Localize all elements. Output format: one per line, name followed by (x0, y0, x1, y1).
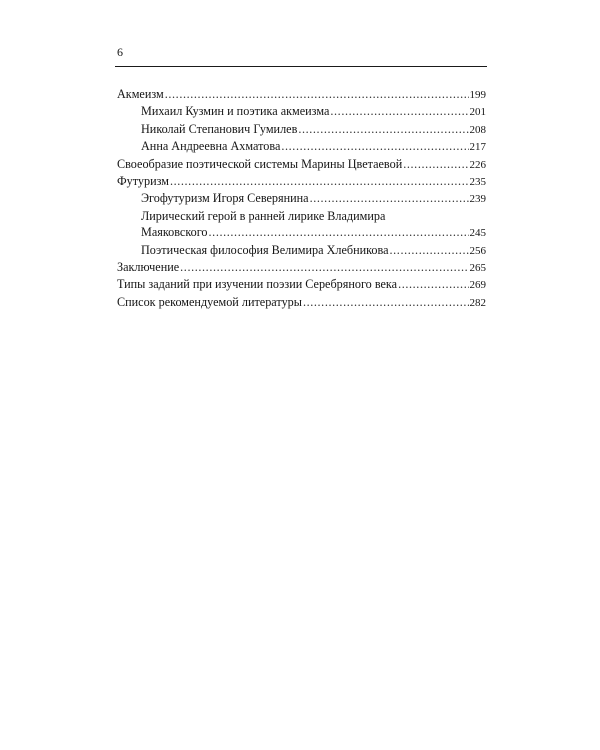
toc-entry-akhmatova (117, 138, 486, 155)
toc-entry-tsvetaeva (117, 156, 486, 173)
toc-leader-dots (281, 138, 468, 154)
toc-leader-dots (298, 121, 468, 137)
toc-leader-dots (310, 190, 469, 206)
toc-entry-page: 208 (469, 123, 486, 136)
toc-entry-page: 282 (469, 296, 486, 309)
page-number: 6 (117, 45, 123, 59)
toc-entry-page: 256 (469, 244, 486, 257)
toc-entry-title: Заключение (117, 260, 180, 275)
header-rule (115, 66, 487, 67)
toc-entry-page: 226 (469, 158, 486, 171)
toc-entry-mayakovsky (117, 208, 486, 242)
toc-entry-title: Типы заданий при изучении поэзии Серебряного века (117, 277, 398, 292)
toc-entry-title: Маяковского (141, 225, 208, 240)
toc-leader-dots (403, 156, 468, 172)
toc-entry-title: Эгофутуризм Игоря Северянина (141, 191, 309, 206)
toc-leader-dots (390, 242, 469, 258)
toc-entry-page: 217 (469, 141, 486, 154)
toc-leader-dots (165, 86, 469, 102)
toc-entry-title-line1: Лирический герой в ранней лирике Владимира (141, 208, 386, 223)
toc-entry-title: Анна Андреевна Ахматова (141, 139, 281, 154)
toc-leader-dots (303, 294, 469, 310)
toc-entry-futurism (117, 173, 486, 190)
toc-leader-dots (180, 259, 468, 275)
toc-entry-bibliography (117, 294, 486, 311)
toc-entry-title: Поэтическая философия Велимира Хлебникова (141, 242, 389, 257)
toc-leader-dots (330, 103, 468, 119)
toc-leader-dots (209, 224, 469, 240)
toc-entry-page: 265 (469, 262, 486, 275)
toc-entry-page: 239 (469, 193, 486, 206)
toc-entry-title: Список рекомендуемой литературы (117, 294, 302, 309)
toc-entry-title-line2-row (141, 224, 486, 241)
toc-entry-title: Футуризм (117, 174, 169, 189)
toc-entry-khlebnikov (117, 242, 486, 259)
toc-leader-dots (170, 173, 469, 189)
toc-entry-conclusion (117, 259, 486, 276)
toc-entry-page: 269 (469, 279, 486, 292)
toc-entry-page: 235 (469, 176, 486, 189)
toc-entry-severyanin (117, 190, 486, 207)
toc-entry-task-types (117, 276, 486, 293)
toc-entry-acmeism (117, 86, 486, 103)
toc-entry-kuzmin (117, 103, 486, 120)
toc-entry-page: 199 (469, 89, 486, 101)
toc-entry-title: Николай Степанович Гумилев (141, 121, 298, 136)
toc-entry-title: Михаил Кузмин и поэтика акмеизма (141, 104, 330, 119)
toc-leader-dots (398, 276, 468, 292)
toc-entry-title: Своеобразие поэтической системы Марины Цветаевой (117, 156, 403, 171)
toc-entry-page: 245 (469, 227, 486, 240)
toc-entry-page: 201 (469, 106, 486, 119)
toc-entry-title: Акмеизм (117, 87, 164, 101)
table-of-contents (117, 86, 486, 311)
toc-entry-gumilev (117, 121, 486, 138)
